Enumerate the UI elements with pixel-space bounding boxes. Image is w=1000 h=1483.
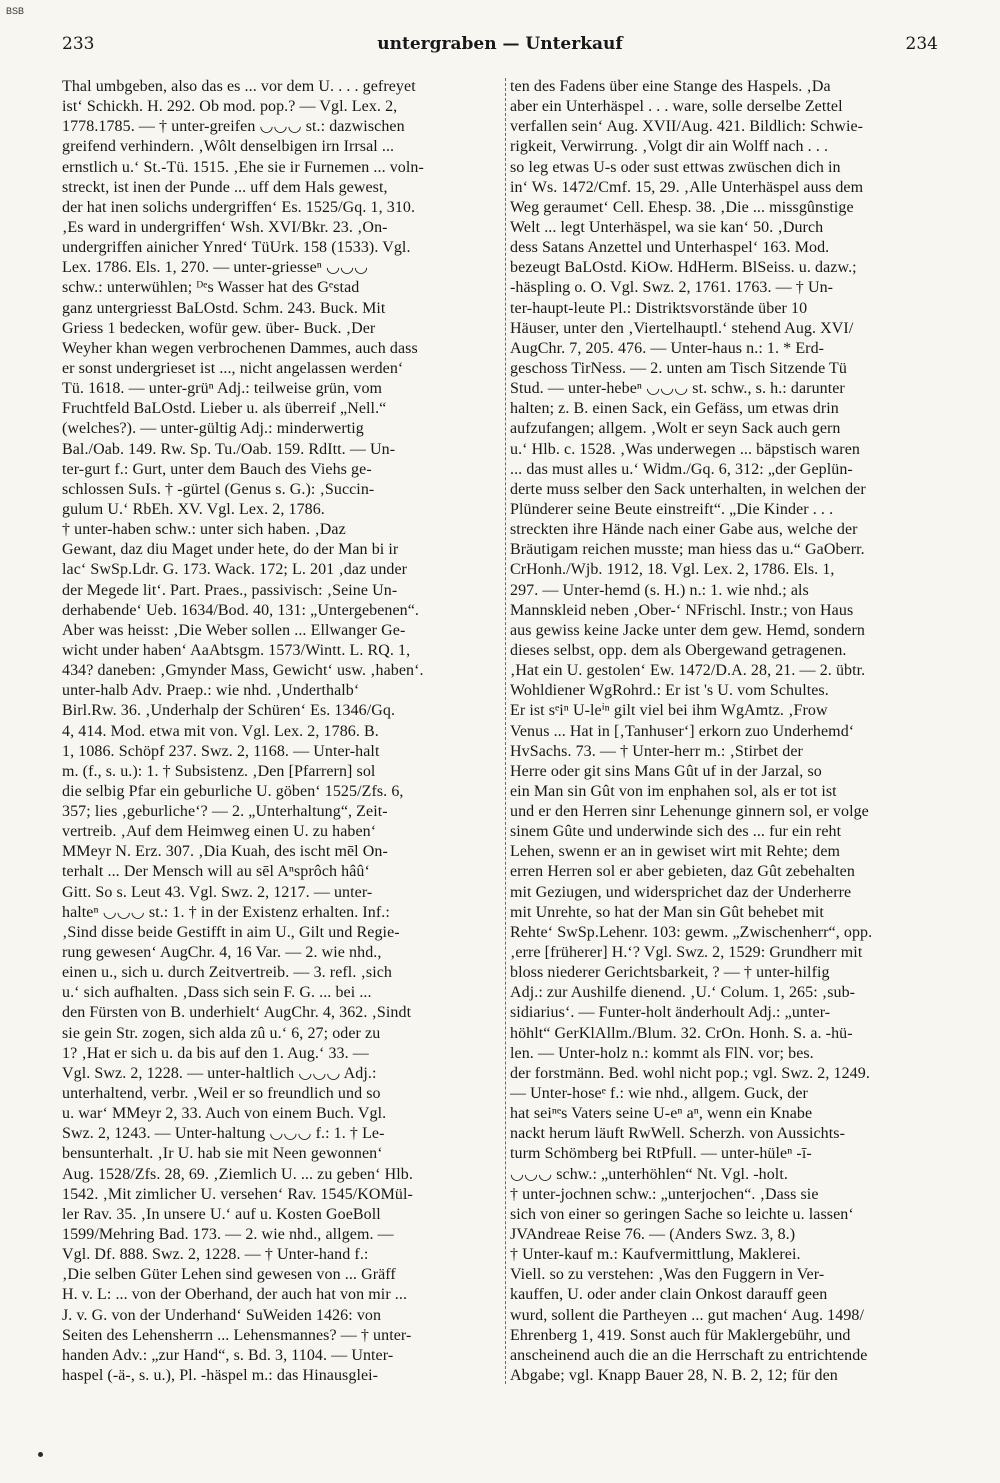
text-line: Griess 1 bedecken, wofür gew. über- Buck. ‚Der: [62, 319, 376, 337]
text-line: verfallen sein‘ Aug. XVII/Aug. 421. Bildlich: Schwie-: [510, 118, 864, 136]
text-line: J. v. G. von der Underhand‘ SuWeiden 1426: von: [62, 1306, 382, 1324]
library-mark: BSB: [6, 6, 25, 16]
text-line: Bal./Oab. 149. Rw. Sp. Tu./Oab. 159. RdItt. — Un-: [62, 440, 396, 458]
text-line: nackt herum läuft RwWell. Scherzh. von Aussichts-: [510, 1125, 846, 1143]
text-line: u.‘ Hlb. c. 1528. ‚Was underwegen ... bäpstisch waren: [510, 440, 860, 458]
text-line: schw.: unterwühlen; ᴰᵉs Wasser hat des Gᵉstad: [62, 279, 360, 297]
text-line: einen u., sich u. durch Zeitvertreib. — 3. refl. ‚sich: [62, 964, 392, 982]
text-line: Ehrenberg 1, 419. Sonst auch für Maklergebühr, und: [510, 1326, 851, 1344]
text-line: Wohldiener WgRohrd.: Er ist 's U. vom Schultes.: [510, 682, 829, 700]
text-line: der forstmänn. Bed. wohl nicht pop.; vgl. Swz. 2, 1249.: [510, 1064, 870, 1082]
text-line: ‚Hat ein U. gestolen‘ Ew. 1472/D.A. 28, 21. — 2. übtr.: [510, 662, 866, 680]
text-line: und er den Herren sinr Lehenunge ginnern sol, er volge: [510, 803, 869, 821]
text-line: bloss niederer Gerichtsbarkeit, ? — † unter-hilfig: [510, 964, 830, 982]
text-line: dieses selbst, opp. dem als Obergewand getragenen.: [510, 641, 847, 659]
text-line: dess Satans Anzettel und Unterhaspel‘ 163. Mod.: [510, 239, 830, 257]
text-line: terhalt ... Der Mensch will au sēl Aⁿsprôch hâû‘: [62, 863, 370, 881]
text-line: Seiten des Lehensherrn ... Lehensmannes? — † unter-: [62, 1326, 412, 1344]
text-line: mit Unrehte, so hat der Man sin Gût behebet mit: [510, 903, 824, 921]
text-line: rung gewesen‘ AugChr. 4, 16 Var. — 2. wie nhd.,: [62, 944, 382, 962]
text-line: Gitt. So s. Leut 43. Vgl. Swz. 2, 1217. — unter-: [62, 883, 373, 901]
text-line: sinem Gûte und underwinde sich des ... fur ein reht: [510, 823, 842, 841]
text-line: Häuser, unter den ‚Viertelhauptl.‘ stehend Aug. XVI/: [510, 319, 854, 337]
text-line: so leg etwas U-s oder sust ettwas zwüschen dich in: [510, 158, 841, 176]
text-line: in‘ Ws. 1472/Cmf. 15, 29. ‚Alle Unterhäspel auss dem: [510, 178, 864, 196]
text-line: unterhaltend, verbr. ‚Weil er so freundlich und so: [62, 1085, 381, 1103]
text-line: sie gein Str. zogen, sich alda zû u.‘ 6, 27; oder zu: [62, 1024, 381, 1042]
text-line: Thal umbgeben, also das es ... vor dem U. . . . gefreyet: [62, 78, 416, 95]
text-line: Venus ... Hat in [‚Tanhuser‘] erkorn zuo Underhemd‘: [510, 722, 855, 740]
text-line: derhabende‘ Ueb. 1634/Bod. 40, 131: „Untergebenen“.: [62, 601, 420, 619]
page-number-left: 233: [62, 34, 95, 54]
text-line: ‚erre [früherer] H.‘? Vgl. Swz. 2, 1529: Grundherr mit: [510, 944, 863, 962]
left-text-column: [62, 77, 500, 1386]
text-line: ‚Es ward in undergriffen‘ Wsh. XVI/Bkr. 23. ‚On-: [62, 218, 388, 236]
text-line: † unter-jochnen schw.: „unterjochen“. ‚Dass sie: [510, 1185, 819, 1203]
text-line: bezeugt BaLOstd. KiOw. HdHerm. BlSeiss. u. dazw.;: [510, 259, 857, 277]
text-line: streckt, ist inen der Punde ... uff dem Hals gewest,: [62, 178, 388, 196]
text-line: Fruchtfeld BaLOstd. Lieber u. als überreif „Nell.“: [62, 400, 387, 418]
text-line: Viell. so zu verstehen: ‚Was den Fuggern in Ver-: [510, 1266, 825, 1284]
text-line: Gewant, daz diu Maget under hete, do der Man bi ir: [62, 541, 399, 559]
text-line: ernstlich u.‘ St.-Tü. 1515. ‚Ehe sie ir Furnemen ... voln-: [62, 158, 424, 176]
text-line: aufzufangen; allgem. ‚Wolt er seyn Sack auch gern: [510, 420, 841, 438]
text-line: Vgl. Df. 888. Swz. 2, 1228. — † Unter-hand f.:: [62, 1246, 369, 1264]
text-line: Vgl. Swz. 2, 1228. — unter-haltlich ◡◡◡ Adj.:: [62, 1064, 377, 1082]
right-text-column: [510, 77, 948, 1386]
text-line: streckten ihre Hände nach einer Gabe aus, welche der: [510, 521, 858, 539]
text-line: u.‘ sich aufhalten. ‚Dass sich sein F. G. ... bei ...: [62, 984, 372, 1002]
text-line: Lehen, swenn er an in gewiset wirt mit Rehte; dem: [510, 843, 841, 861]
text-line: Rehte‘ SwSp.Lehenr. 103: gewm. „Zwischenherr“, opp.: [510, 923, 873, 941]
text-line: Weyher khan wegen verbrochenen Dammes, auch dass: [62, 339, 418, 357]
text-line: der Megede lit‘. Part. Praes., passivisch: ‚Seine Un-: [62, 581, 398, 599]
text-line: AugChr. 7, 205. 476. — Unter-haus n.: 1. * Erd-: [510, 339, 825, 357]
text-line: gulum U.‘ RbEh. XV. Vgl. Lex. 2, 1786.: [62, 500, 325, 518]
text-line: handen Adv.: „zur Hand“, s. Bd. 3, 1104. — Unter-: [62, 1346, 394, 1364]
text-line: halteⁿ ◡◡◡ st.: 1. † in der Existenz erhalten. Inf.:: [62, 903, 390, 921]
text-line: er sonst undergrieset ist ..., nicht angelassen werden‘: [62, 359, 404, 377]
text-line: den Fürsten von B. underhielt‘ AugChr. 4, 362. ‚Sindt: [62, 1004, 412, 1022]
text-line: ‚Die selben Güter Lehen sind gewesen von ... Gräff: [62, 1266, 396, 1284]
text-line: (welches?). — unter-gültig Adj.: minderwertig: [62, 420, 364, 438]
page-number-right: 234: [905, 34, 938, 54]
text-line: Mannskleid neben ‚Ober-‘ NFrischl. Instr.; von Haus: [510, 601, 854, 619]
text-line: 1? ‚Hat er sich u. da bis auf den 1. Aug.‘ 33. —: [62, 1044, 369, 1062]
text-line: anscheinend auch die an die Herrschaft zu entrichtende: [510, 1346, 868, 1364]
text-line: ... das must alles u.‘ Widm./Gq. 6, 312: „der Geplün-: [510, 460, 853, 478]
text-line: ter-haupt-leute Pl.: Distriktsvorstände über 10: [510, 299, 808, 317]
text-line: Welt ... legt Unterhäspel, wa sie kan‘ 50. ‚Durch: [510, 218, 824, 236]
text-line: kauffen, U. oder ander clain Onkost darauff geen: [510, 1286, 828, 1304]
text-line: ist‘ Schickh. H. 292. Ob mod. pop.? — Vgl. Lex. 2,: [62, 98, 398, 116]
text-line: Bräutigam reichen musste; man hiess das u.“ GaOberr.: [510, 541, 865, 559]
text-line: 1542. ‚Mit zimlicher U. versehen‘ Rav. 1545/KOMül-: [62, 1185, 413, 1203]
text-line: ein Man sin Gût von im enphahen sol, als er tot ist: [510, 782, 837, 800]
text-line: † Unter-kauf m.: Kaufvermittlung, Maklerei.: [510, 1246, 801, 1264]
text-line: wurd, sollent die Partheyen ... gut machen‘ Aug. 1498/: [510, 1306, 865, 1324]
text-line: halten; z. B. einen Sack, ein Gefäss, um etwas drin: [510, 400, 839, 418]
text-line: hat seiⁿᵉs Vaters seine U-eⁿ aⁿ, wenn ein Knabe: [510, 1105, 813, 1123]
text-line: 1778.1785. — † unter-greifen ◡◡◡ st.: dazwischen: [62, 118, 405, 136]
page-mark-dot: [38, 1452, 43, 1457]
text-line: 1, 1086. Schöpf 237. Swz. 2, 1168. — Unter-halt: [62, 742, 380, 760]
text-line: erren Herren sol er aber gebieten, daz Gût zebehalten: [510, 863, 855, 881]
text-line: turm Schömberg bei RtPfull. — unter-hüleⁿ -ī-: [510, 1145, 812, 1163]
text-line: aber ein Unterhäspel . . . ware, solle derselbe Zettel: [510, 98, 843, 116]
text-line: Er ist sᵉiⁿ U-leⁱⁿ gilt viel bei ihm WgAmtz. ‚Frow: [510, 702, 828, 720]
text-line: -häspling o. O. Vgl. Swz. 2, 1761. 1763. — † Un-: [510, 279, 834, 297]
text-line: Weg geraumet‘ Cell. Ehesp. 38. ‚Die ... missgûnstige: [510, 198, 854, 216]
text-line: u. war‘ MMeyr 2, 33. Auch von einem Buch. Vgl.: [62, 1105, 387, 1123]
text-line: H. v. L: ... von der Oberhand, der auch hat von mir ...: [62, 1286, 408, 1304]
text-line: sich von einer so geringen Sache so leichte u. lassen‘: [510, 1205, 854, 1223]
text-line: haspel (-ä-, s. u.), Pl. -häspel m.: das Hinausglei-: [62, 1367, 379, 1384]
text-line: Plünderer seine Beute einstreift“. „Die Kinder . . .: [510, 500, 834, 518]
page-header: [62, 34, 938, 58]
text-line: Aber was heisst: ‚Die Weber sollen ... Ellwanger Ge-: [62, 621, 406, 639]
text-line: † unter-haben schw.: unter sich haben. ‚Daz: [62, 521, 346, 539]
text-line: Lex. 1786. Els. 1, 270. — unter-griesseⁿ ◡◡◡: [62, 259, 369, 277]
text-line: 1599/Mehring Bad. 173. — 2. wie nhd., allgem. —: [62, 1226, 394, 1244]
text-line: MMeyr N. Erz. 307. ‚Dia Kuah, des ischt mēl On-: [62, 843, 388, 861]
text-line: HvSachs. 73. — † Unter-herr m.: ‚Stirbet der: [510, 742, 803, 760]
text-line: greifend verhindern. ‚Wôlt denselbigen irn Irrsal ...: [62, 138, 395, 156]
text-line: Aug. 1528/Zfs. 28, 69. ‚Ziemlich U. ... zu geben‘ Hlb.: [62, 1165, 413, 1183]
text-line: wicht under haben‘ AaAbtsgm. 1573/Wintt. L. RQ. 1,: [62, 641, 411, 659]
text-line: ten des Fadens über eine Stange des Haspels. ‚Da: [510, 78, 831, 95]
text-line: Herre oder git sins Mans Gût uf in der Jarzal, so: [510, 762, 822, 780]
text-line: — Unter-hoseᵉ f.: wie nhd., allgem. Guck, der: [510, 1085, 808, 1103]
text-line: Abgabe; vgl. Knapp Bauer 28, N. B. 2, 12; für den: [510, 1367, 838, 1384]
text-line: 297. — Unter-hemd (s. H.) n.: 1. wie nhd.; als: [510, 581, 809, 599]
text-line: 434? daneben: ‚Gmynder Mass, Gewicht‘ usw. ‚haben‘.: [62, 662, 424, 680]
text-line: geschoss TirNess. — 2. unten am Tisch Sitzende Tü: [510, 359, 847, 377]
text-line: Tü. 1618. — unter-grüⁿ Adj.: teilweise grün, vom: [62, 380, 383, 398]
text-line: rigkeit, Verwirrung. ‚Volgt dir ain Wolff nach . . .: [510, 138, 829, 156]
text-line: ganz untergriesst BaLOstd. Schm. 243. Buck. Mit: [62, 299, 386, 317]
text-line: CrHonh./Wjb. 1912, 18. Vgl. Lex. 2, 1786. Els. 1,: [510, 561, 835, 579]
text-line: die selbig Pfar ein geburliche U. göben‘ 1525/Zfs. 6,: [62, 782, 404, 800]
text-line: vertreib. ‚Auf dem Heimweg einen U. zu haben‘: [62, 823, 377, 841]
text-line: Swz. 2, 1243. — Unter-haltung ◡◡◡ f.: 1. † Le-: [62, 1125, 385, 1143]
text-line: ‚Sind disse beide Gestifft in aim U., Gilt und Regie-: [62, 923, 400, 941]
text-line: höhlt“ GerKlAllm./Blum. 32. CrOn. Honh. S. a. -hü-: [510, 1024, 853, 1042]
text-line: ler Rav. 35. ‚In unsere U.‘ auf u. Kosten GoeBoll: [62, 1205, 381, 1223]
text-line: Stud. — unter-hebeⁿ ◡◡◡ st. schw., s. h.: darunter: [510, 380, 845, 398]
text-line: Birl.Rw. 36. ‚Underhalp der Schüren‘ Es. 1346/Gq.: [62, 702, 396, 720]
text-line: Adj.: zur Aushilfe dienend. ‚U.‘ Colum. 1, 265: ‚sub-: [510, 984, 856, 1002]
text-line: undergriffen ainicher Ynred‘ TüUrk. 158 (1533). Vgl.: [62, 239, 411, 257]
text-line: der hat inen solichs undergriffen‘ Es. 1525/Gq. 1, 310.: [62, 198, 416, 216]
text-line: JVAndreae Reise 76. — (Anders Swz. 3, 8.): [510, 1226, 796, 1244]
text-line: mit Geziugen, und widersprichet daz der Underherre: [510, 883, 852, 901]
text-line: ter-gurt f.: Gurt, unter dem Bauch des Viehs ge-: [62, 460, 372, 478]
text-line: len. — Unter-holz n.: kommt als FlN. vor; bes.: [510, 1044, 814, 1062]
text-line: m. (f., s. u.): 1. † Subsistenz. ‚Den [Pfarrern] sol: [62, 762, 376, 780]
text-line: sidiarius‘. — Funter-holt änderhoult Adj.: „unter-: [510, 1004, 831, 1022]
page-title: untergraben — Unterkauf: [377, 34, 623, 54]
text-line: 357; lies ‚geburliche‘? — 2. „Unterhaltung“, Zeit-: [62, 803, 388, 821]
text-line: unter-halb Adv. Praep.: wie nhd. ‚Underthalb‘: [62, 682, 360, 700]
column-divider: [505, 78, 506, 1384]
text-line: 4, 414. Mod. etwa mit von. Vgl. Lex. 2, 1786. B.: [62, 722, 379, 740]
text-line: schlossen SuIs. † -gürtel (Genus s. G.): ‚Succin-: [62, 480, 375, 498]
text-line: lac‘ SwSp.Ldr. G. 173. Wack. 172; L. 201 ‚daz under: [62, 561, 408, 579]
text-line: aus gewiss keine Jacke unter dem gew. Hemd, sondern: [510, 621, 865, 639]
text-line: derte muss selber den Sack unterhalten, in welchen der: [510, 480, 866, 498]
text-line: ◡◡◡ schw.: „unterhöhlen“ Nt. Vgl. -holt.: [510, 1165, 788, 1183]
text-line: bensunterhalt. ‚Ir U. hab sie mit Neen gewonnen‘: [62, 1145, 383, 1163]
